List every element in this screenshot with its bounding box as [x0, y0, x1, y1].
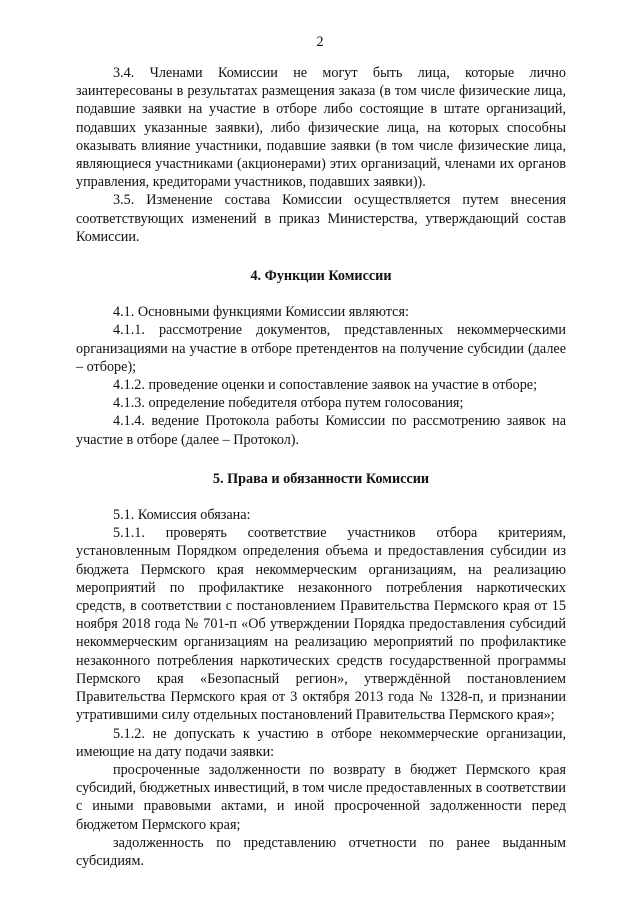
paragraph-3-4: 3.4. Членами Комиссии не могут быть лица, которые лично заинтересованы в результатах размещения заказа (в том числе физические лица, подавшие заявки на участие в отборе либо состоящие в штате организаций, подавших указанные заявки), либо физические лица, на которых способны оказывать влияние участники, подавшие заявки (в том числе физические лица, являющиеся участниками (акционерами) этих организаций, членами их органов управления, кредиторами участников, подавших заявки)). [76, 65, 566, 191]
page-number: 2 [316, 34, 324, 50]
document-body [76, 64, 566, 870]
section-heading-4: 4. Функции Комиссии [250, 268, 392, 285]
paragraph-4-1-1: 4.1.1. рассмотрение документов, представленных некоммерческими организациями на участие в отборе претендентов на получение субсидии (далее – отборе); [76, 322, 566, 375]
paragraph-5-1-2: 5.1.2. не допускать к участию в отборе некоммерческие организации, имеющие на дату подачи заявки: [76, 725, 566, 760]
paragraph-4-1: 4.1. Основными функциями Комиссии являются: [113, 304, 409, 321]
paragraph-4-1-2: 4.1.2. проведение оценки и сопоставление заявок на участие в отборе; [113, 377, 538, 394]
paragraph-3-5: 3.5. Изменение состава Комиссии осуществляется путем внесения соответствующих изменений в приказ Министерства, утверждающий состав Комиссии. [76, 192, 566, 245]
paragraph-overdue-debts: просроченные задолженности по возврату в бюджет Пермского края субсидий, бюджетных инвестиций, в том числе предоставленных в соответствии с иными правовыми актами, и иной просроченной задолженности перед бюджетом Пермского края; [76, 761, 566, 833]
paragraph-4-1-4: 4.1.4. ведение Протокола работы Комиссии по рассмотрению заявок на участие в отборе (далее – Протокол). [76, 413, 566, 448]
paragraph-reporting-debts: задолженность по представлению отчетности по ранее выданным субсидиям. [76, 834, 566, 869]
paragraph-5-1-1: 5.1.1. проверять соответствие участников отбора критериям, установленным Порядком определения объема и предоставления субсидии из бюджета Пермского края некоммерческим организациям, на реализацию мероприятий по профилактике незаконного потребления наркотических средств, в соответствии с постановлением Правительства Пермского края от 15 ноября 2018 года № 701-п «Об утверждении Порядка предоставления субсидий некоммерческим организациям на реализацию мероприятий по профилактике незаконного потребления наркотических средств государственной программы Пермского края «Безопасный регион», утверждённой постановлением Правительства Пермского края от 3 октября 2013 года № 1328-п, и признании утратившими силу отдельных постановлений Правительства Пермского края»; [76, 525, 566, 724]
paragraph-4-1-3: 4.1.3. определение победителя отбора путем голосования; [113, 395, 464, 412]
paragraph-5-1: 5.1. Комиссия обязана: [113, 507, 251, 524]
section-heading-5: 5. Права и обязанности Комиссии [212, 470, 430, 487]
